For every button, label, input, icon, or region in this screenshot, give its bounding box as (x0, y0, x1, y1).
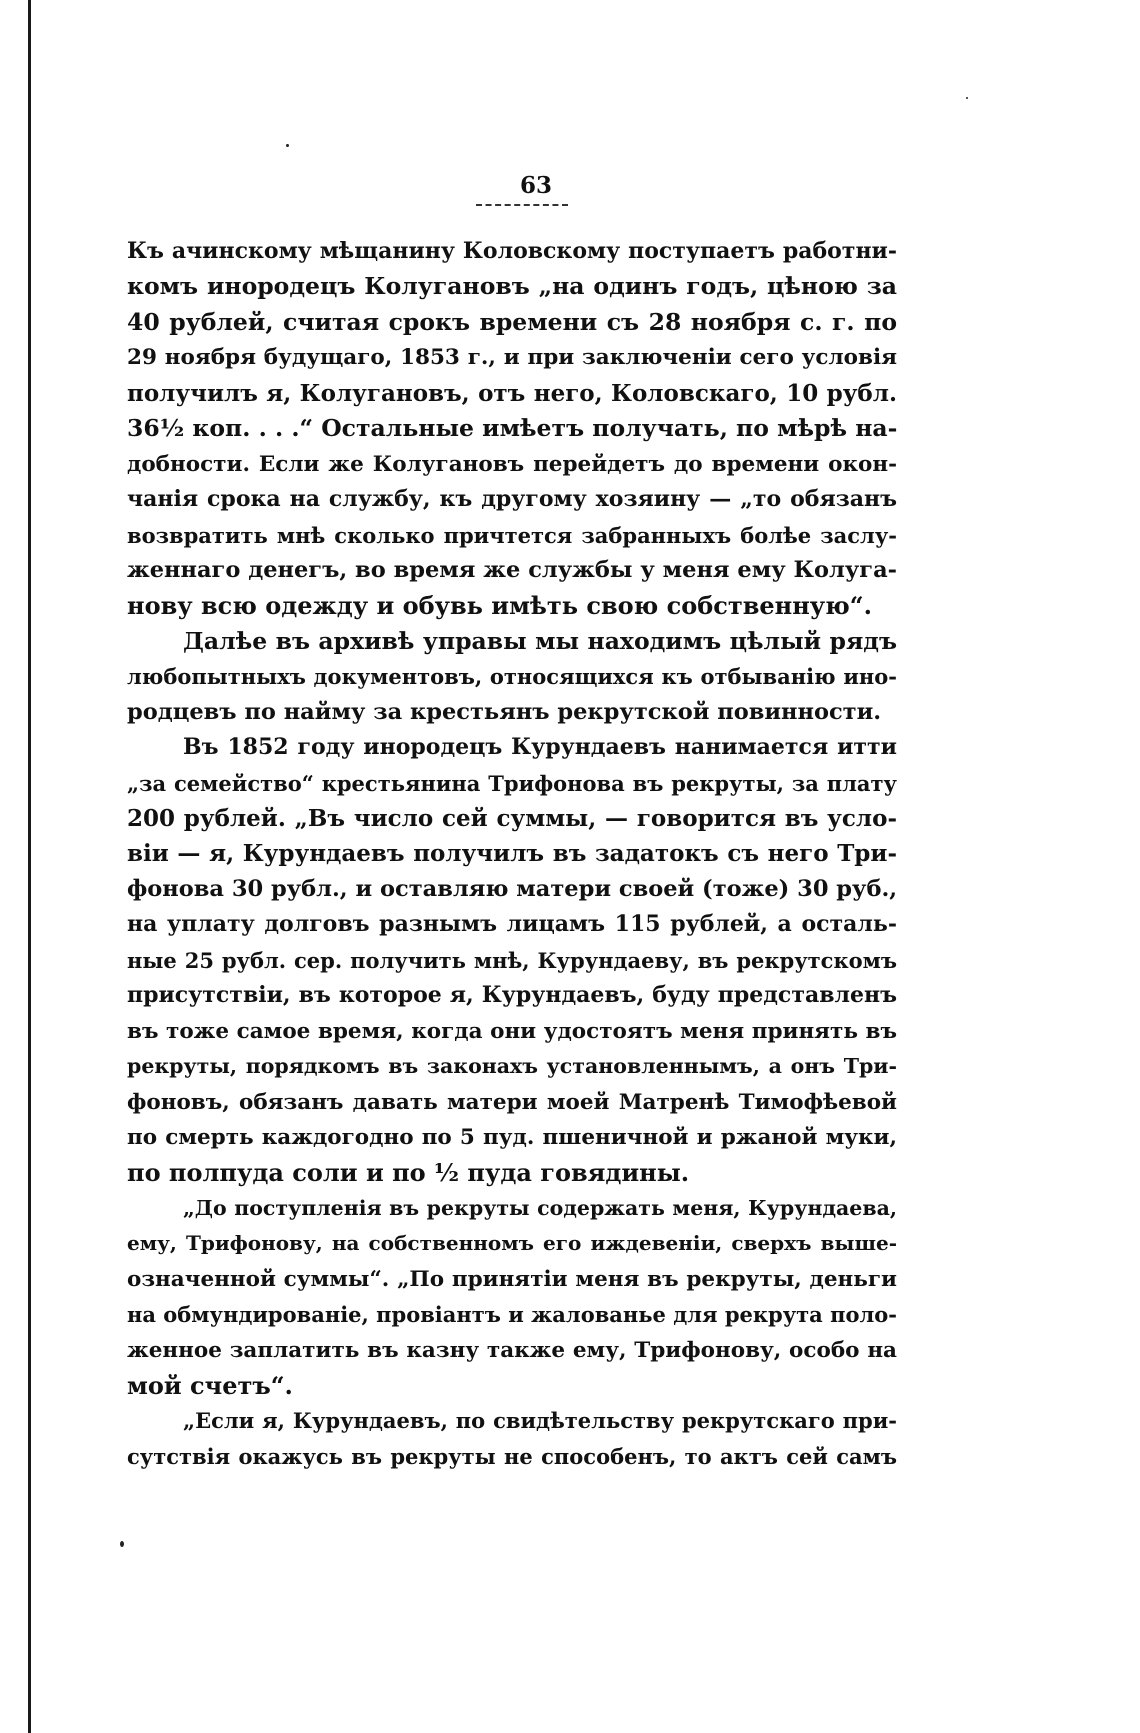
text-line: фонова 30 рубл., и оставляю матери своей (тоже) 30 руб., (127, 875, 898, 902)
text-line: фоновъ, обязанъ давать матери моей Матренѣ Тимофѣевой (127, 1089, 897, 1115)
text-line: на обмундированіе, провіантъ и жалованье для рекрута поло- (127, 1302, 897, 1328)
scan-binding-edge (28, 0, 31, 1733)
body-text (127, 234, 897, 1474)
text-line: присутствіи, въ которое я, Курундаевъ, буду представленъ (127, 982, 897, 1009)
text-line: ему, Трифонову, на собственномъ его иждевеніи, сверхъ выше- (127, 1231, 897, 1256)
text-line: 200 рублей. „Въ число сей суммы, — говорится въ усло- (127, 805, 897, 832)
text-line: мой счетъ“. (127, 1371, 293, 1400)
text-line: Въ 1852 году инородецъ Курундаевъ нанимается итти (183, 734, 897, 761)
page-number: 63 (519, 172, 552, 199)
scan-speck (966, 97, 968, 99)
scan-speck (286, 144, 289, 147)
scan-speck (120, 1541, 124, 1547)
text-line: женное заплатить въ казну также ему, Трифонову, особо на (127, 1337, 897, 1363)
text-line: рекруты, порядкомъ въ законахъ установленнымъ, а онъ Три- (127, 1054, 897, 1079)
text-line: чанія срока на службу, къ другому хозяину — „то обязанъ (127, 486, 897, 513)
text-line: „До поступленія въ рекруты содержать меня, Курундаева, (183, 1195, 897, 1220)
text-line: родцевъ по найму за крестьянъ рекрутской повинности. (127, 698, 882, 725)
text-line: Къ ачинскому мѣщанину Коловскому поступаетъ работни- (127, 238, 897, 264)
text-line: комъ инородецъ Колугановъ „на одинъ годъ, цѣною за (127, 272, 897, 301)
text-line: возвратить мнѣ сколько причтется забранныхъ болѣе заслу- (127, 522, 897, 548)
text-line: 40 рублей, считая срокъ времени съ 28 ноября с. г. по (127, 307, 897, 336)
page-number-rule (476, 204, 568, 206)
text-line: означенной суммы“. „По принятіи меня въ рекруты, деньги (127, 1266, 897, 1292)
text-line: по полпуда соли и по ½ пуда говядины. (127, 1158, 690, 1188)
text-line: „Если я, Курундаевъ, по свидѣтельству рекрутскаго при- (183, 1408, 897, 1434)
text-line: 36½ коп. . . .“ Остальные имѣетъ получать, по мѣрѣ на- (127, 414, 898, 443)
text-line: сутствія окажусь въ рекруты не способенъ, то актъ сей самъ (127, 1443, 897, 1469)
text-line: добности. Если же Колугановъ перейдетъ до времени окон- (127, 451, 897, 477)
text-line: получилъ я, Колугановъ, отъ него, Коловскаго, 10 рубл. (127, 379, 897, 407)
text-line: любопытныхъ документовъ, относящихся къ отбыванію ино- (127, 664, 897, 690)
text-line: на уплату долговъ разнымъ лицамъ 115 рублей, а осталь- (127, 911, 897, 938)
text-line: женнаго денегъ, во время же службы у меня ему Колуга- (127, 556, 897, 583)
text-line: Далѣе въ архивѣ управы мы находимъ цѣлый рядъ (183, 626, 897, 655)
text-line: въ тоже самое время, когда они удостоятъ меня принять въ (127, 1018, 897, 1044)
text-line: нову всю одежду и обувь имѣть свою собственную“. (127, 591, 872, 621)
text-line: віи — я, Курундаевъ получилъ въ задатокъ съ него Три- (127, 840, 897, 868)
text-line: ные 25 рубл. сер. получить мнѣ, Курундаеву, въ рекрутскомъ (127, 947, 897, 973)
text-line: 29 ноября будущаго, 1853 г., и при заключеніи сего условія (127, 345, 897, 371)
text-line: по смерть каждогодно по 5 пуд. пшеничной и ржаной муки, (127, 1124, 897, 1150)
text-line: „за семейство“ крестьянина Трифонова въ рекруты, за плату (127, 770, 897, 796)
